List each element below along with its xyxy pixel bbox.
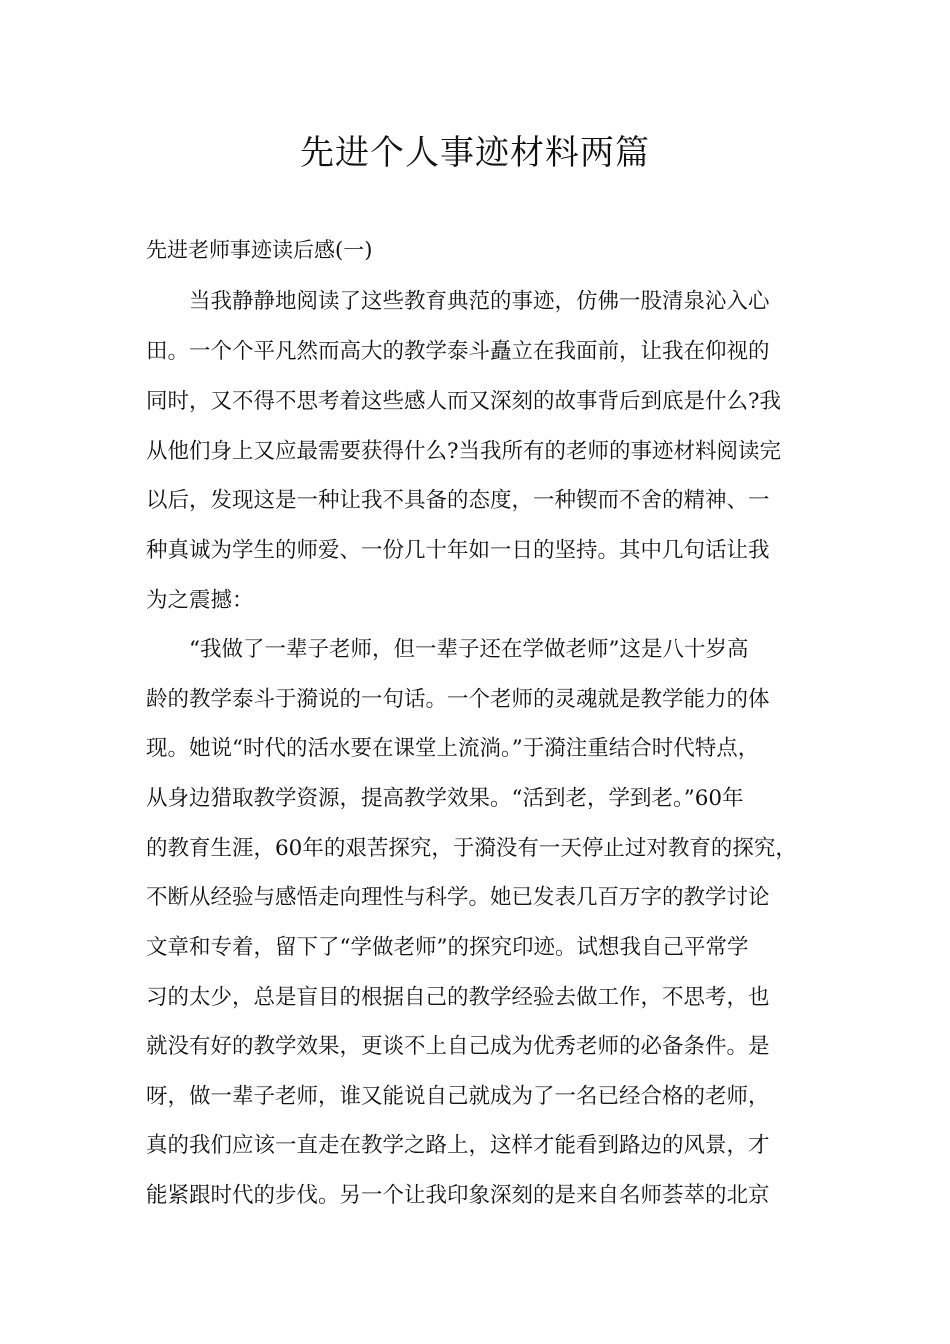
body-line: 真的我们应该一直走在教学之路上，这样才能看到路边的风景，才: [146, 1133, 770, 1158]
body-line: 为之震撼：: [146, 588, 254, 613]
body-line: 从他们身上又应最需要获得什么?当我所有的老师的事迹材料阅读完: [146, 439, 782, 464]
body-line: 当我静静地阅读了这些教育典范的事迹，仿佛一股清泉沁入心: [146, 289, 770, 314]
body-line: 不断从经验与感悟走向理性与科学。她已发表几百万字的教学讨论: [146, 885, 770, 910]
body-line: 种真诚为学生的师爱、一份几十年如一日的坚持。其中几句话让我: [146, 538, 770, 563]
section-heading: 先进老师事迹读后感(一): [146, 238, 373, 262]
body-line: 能紧跟时代的步伐。另一个让我印象深刻的是来自名师荟萃的北京: [146, 1183, 770, 1208]
body-line: 龄的教学泰斗于漪说的一句话。一个老师的灵魂就是教学能力的体: [146, 687, 770, 712]
body-line: “我做了一辈子老师，但一辈子还在学做老师”这是八十岁高: [146, 637, 749, 662]
body-line: 现。她说“时代的活水要在课堂上流淌。”于漪注重结合时代特点，: [146, 736, 760, 761]
body-line: 文章和专着，留下了“学做老师”的探究印迹。试想我自己平常学: [146, 935, 749, 960]
body-line: 以后，发现这是一种让我不具备的态度，一种锲而不舍的精神、一: [146, 488, 770, 513]
body-line: 就没有好的教学效果，更谈不上自己成为优秀老师的必备条件。是: [146, 1034, 770, 1059]
body-line: 从身边猎取教学资源，提高教学效果。“活到老，学到老。”60年: [146, 786, 744, 811]
body-line: 习的太少，总是盲目的根据自己的教学经验去做工作，不思考，也: [146, 985, 770, 1010]
body-line: 同时，又不得不思考着这些感人而又深刻的故事背后到底是什么?我: [146, 389, 782, 414]
body-line: 田。一个个平凡然而高大的教学泰斗矗立在我面前，让我在仰视的: [146, 339, 770, 364]
page-title: 先进个人事迹材料两篇: [300, 133, 650, 173]
body-line: 的教育生涯，60年的艰苦探究，于漪没有一天停止过对教育的探究，: [146, 836, 797, 861]
body-line: 呀，做一辈子老师，谁又能说自己就成为了一名已经合格的老师，: [146, 1084, 770, 1109]
